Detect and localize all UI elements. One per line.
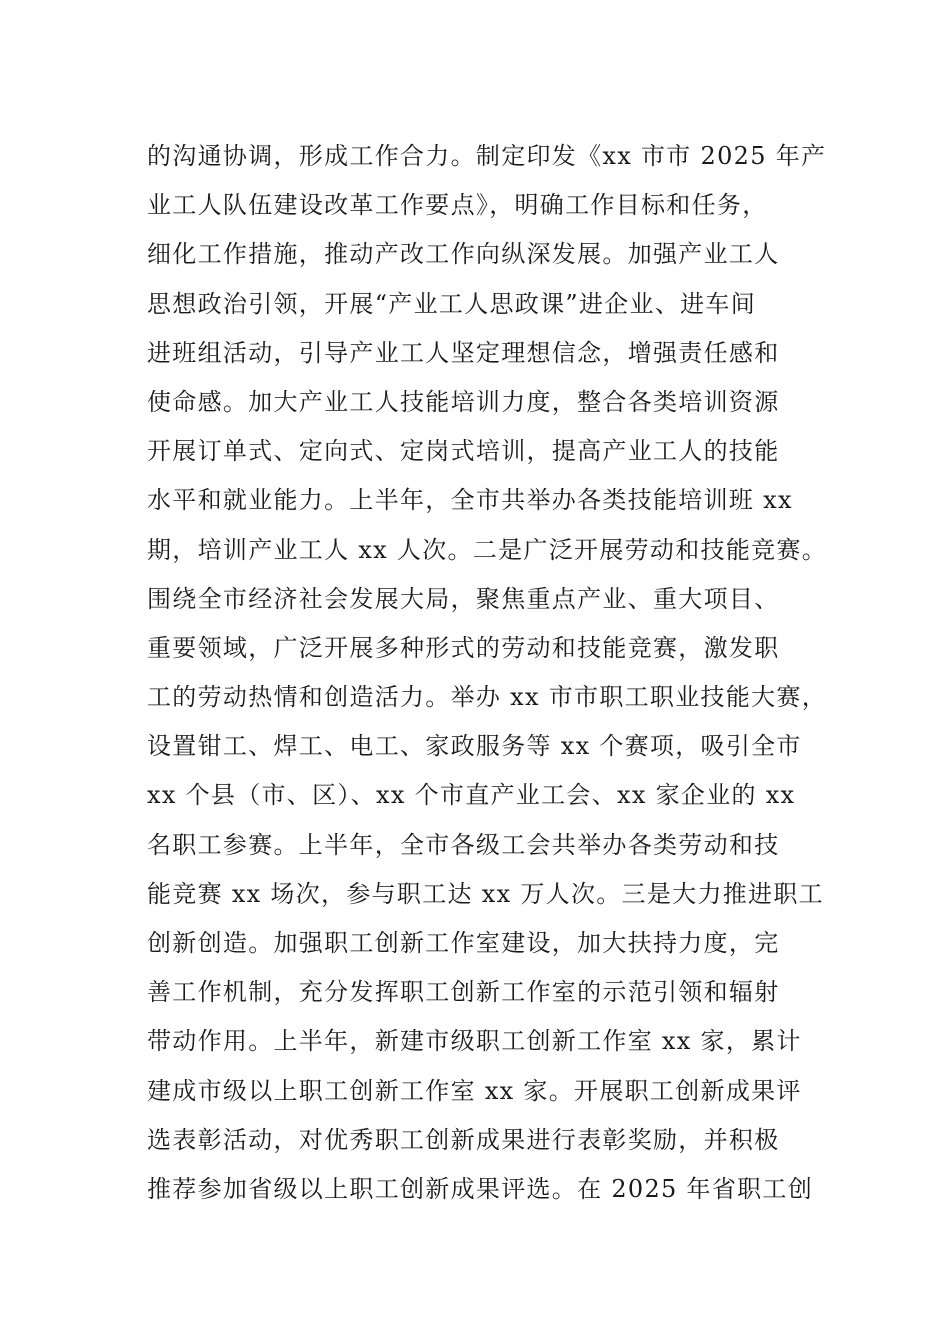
text-line: 建成市级以上职工创新工作室 xx 家。开展职工创新成果评 <box>147 1076 802 1105</box>
text-line: 重要领域，广泛开展多种形式的劳动和技能竞赛，激发职 <box>147 633 780 662</box>
text-line: 能竞赛 xx 场次，参与职工达 xx 万人次。三是大力推进职工 <box>147 879 824 908</box>
text-line: 选表彰活动，对优秀职工创新成果进行表彰奖励，并积极 <box>147 1125 780 1154</box>
text-line: 期，培训产业工人 xx 人次。二是广泛开展劳动和技能竞赛。 <box>147 535 828 564</box>
text-line: 善工作机制，充分发挥职工创新工作室的示范引领和辐射 <box>147 978 780 1007</box>
text-line: 工的劳动热情和创造活力。举办 xx 市市职工职业技能大赛， <box>147 683 828 712</box>
text-line: 推荐参加省级以上职工创新成果评选。在 2025 年省职工创 <box>147 1174 814 1203</box>
text-line: 名职工参赛。上半年，全市各级工会共举办各类劳动和技 <box>147 830 780 859</box>
text-line: 的沟通协调，形成工作合力。制定印发《xx 市市 2025 年产 <box>147 142 827 170</box>
text-line: 思想政治引领，开展“产业工人思政课”进企业、进车间 <box>147 289 757 318</box>
text-line: 带动作用。上半年，新建市级职工创新工作室 xx 家，累计 <box>147 1027 802 1056</box>
text-line: 业工人队伍建设改革工作要点》，明确工作目标和任务， <box>147 191 768 220</box>
text-line: xx 个县（市、区）、xx 个市直产业工会、xx 家企业的 xx <box>147 781 796 810</box>
text-line: 围绕全市经济社会发展大局，聚焦重点产业、重大项目、 <box>147 584 780 613</box>
text-line: 细化工作措施，推动产改工作向纵深发展。加强产业工人 <box>147 240 780 269</box>
text-line: 创新创造。加强职工创新工作室建设，加大扶持力度，完 <box>147 929 780 957</box>
text-line: 使命感。加大产业工人技能培训力度，整合各类培训资源 <box>147 387 780 416</box>
text-line: 水平和就业能力。上半年，全市共举办各类技能培训班 xx <box>147 486 793 515</box>
text-line: 设置钳工、焊工、电工、家政服务等 xx 个赛项，吸引全市 <box>147 732 802 761</box>
text-line: 开展订单式、定向式、定岗式培训，提高产业工人的技能 <box>147 437 780 466</box>
body-text <box>147 132 847 1214</box>
text-line: 进班组活动，引导产业工人坚定理想信念，增强责任感和 <box>147 338 780 367</box>
